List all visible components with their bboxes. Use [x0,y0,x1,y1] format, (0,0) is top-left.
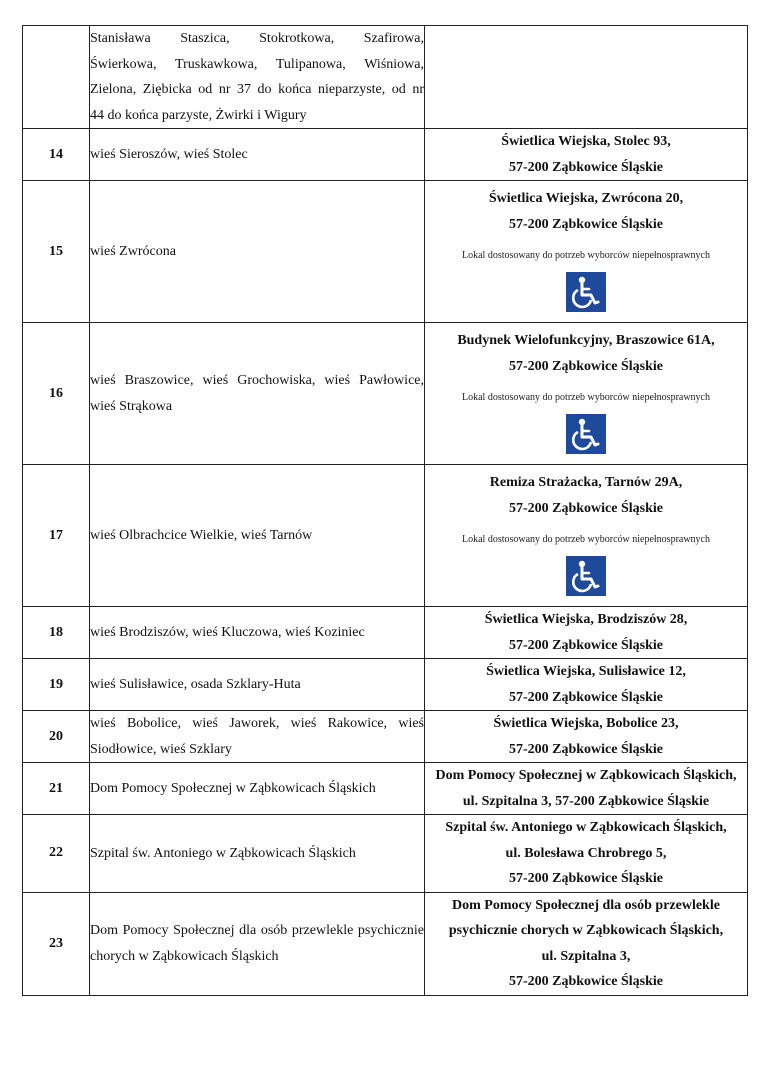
district-number: 23 [23,892,90,995]
accessibility-note: Lokal dostosowany do potrzeb wyborców niepełnosprawnych [462,392,710,403]
table-row [23,323,748,465]
location-line: Remiza Strażacka, Tarnów 29A, [489,475,683,490]
district-area: wieś Sulisławice, osada Szklary-Huta [90,659,425,711]
wheelchair-accessibility-icon [564,270,608,314]
polling-location [425,129,748,181]
table-row [23,815,748,893]
polling-location [425,323,748,465]
location-line: Świetlica Wiejska, Sulisławice 12, [486,664,686,679]
table-row [23,659,748,711]
area-line: Zielona, Ziębicka od nr 37 do końca nieparzyste, od nr [90,82,424,97]
location-line: Świetlica Wiejska, Bobolice 23, [493,716,679,731]
district-area: wieś Zwrócona [90,181,425,323]
location-line: Świetlica Wiejska, Stolec 93, [501,134,671,149]
polling-location [425,763,748,815]
wheelchair-accessibility-icon [564,412,608,456]
polling-location [425,181,748,323]
location-line: 57-200 Ząbkowice Śląskie [508,871,663,886]
polling-location [425,465,748,607]
location-line: 57-200 Ząbkowice Śląskie [508,358,663,374]
polling-location [425,607,748,659]
location-line: 57-200 Ząbkowice Śląskie [508,741,663,757]
area-line: 44 do końca parzyste, Żwirki i Wigury [90,107,307,123]
district-number: 14 [23,129,90,181]
district-number: 21 [23,763,90,815]
district-number: 18 [23,607,90,659]
area-line: Stanisława Staszica, Stokrotkowa, Szafirowa, [90,31,424,46]
polling-location [425,659,748,711]
location-line: 57-200 Ząbkowice Śląskie [508,974,663,989]
location-line: psychicznie chorych w Ząbkowicach Śląskich, [448,923,724,938]
table-row-continued [23,26,748,129]
location-line: 57-200 Ząbkowice Śląskie [508,689,663,705]
location-line: Świetlica Wiejska, Zwrócona 20, [488,191,684,206]
accessibility-note: Lokal dostosowany do potrzeb wyborców niepełnosprawnych [462,250,710,261]
wheelchair-accessibility-icon [564,554,608,598]
table-row [23,892,748,995]
district-area: wieś Sieroszów, wieś Stolec [90,129,425,181]
district-number: 22 [23,815,90,893]
table-row [23,763,748,815]
polling-location-cell [425,26,748,129]
location-line: 57-200 Ząbkowice Śląskie [508,637,663,653]
table-row [23,711,748,763]
district-area: wieś Brodziszów, wieś Kluczowa, wieś Koziniec [90,607,425,659]
accessibility-note: Lokal dostosowany do potrzeb wyborców niepełnosprawnych [462,534,710,545]
polling-location [425,711,748,763]
district-number: 19 [23,659,90,711]
location-line: 57-200 Ząbkowice Śląskie [508,159,663,175]
district-area: wieś Olbrachcice Wielkie, wieś Tarnów [90,465,425,607]
location-line: Budynek Wielofunkcyjny, Braszowice 61A, [457,333,715,348]
district-area: Szpital św. Antoniego w Ząbkowicach Śląskich [90,815,425,893]
district-number: 16 [23,323,90,465]
district-area-cell [90,26,425,129]
district-number-cell [23,26,90,129]
polling-location [425,815,748,893]
location-line: Dom Pomocy Społecznej w Ząbkowicach Śląskich, [435,768,737,783]
table-row [23,465,748,607]
table-row [23,607,748,659]
polling-location [425,892,748,995]
district-number: 15 [23,181,90,323]
location-line: 57-200 Ząbkowice Śląskie [508,216,663,232]
location-line: ul. Szpitalna 3, 57-200 Ząbkowice Śląskie [462,793,710,809]
table-row [23,129,748,181]
district-number: 17 [23,465,90,607]
polling-stations-table [22,25,748,996]
location-line: ul. Szpitalna 3, [541,948,631,964]
location-line: Dom Pomocy Społecznej dla osób przewlekle [452,897,720,913]
area-line: Świerkowa, Truskawkowa, Tulipanowa, Wiśniowa, [90,56,424,72]
location-line: Świetlica Wiejska, Brodziszów 28, [484,612,688,627]
district-area: Dom Pomocy Społecznej w Ząbkowicach Śląskich [90,763,425,815]
location-line: Szpital św. Antoniego w Ząbkowicach Śląskich, [445,820,727,835]
district-area: Dom Pomocy Społecznej dla osób przewlekle psychicznie chorych w Ząbkowicach Śląskich [90,892,425,995]
district-area: wieś Bobolice, wieś Jaworek, wieś Rakowice, wieś Siodłowice, wieś Szklary [90,711,425,763]
location-line: 57-200 Ząbkowice Śląskie [508,500,663,516]
location-line: ul. Bolesława Chrobrego 5, [505,845,667,861]
district-area: wieś Braszowice, wieś Grochowiska, wieś Pawłowice, wieś Strąkowa [90,323,425,465]
district-number: 20 [23,711,90,763]
table-row [23,181,748,323]
